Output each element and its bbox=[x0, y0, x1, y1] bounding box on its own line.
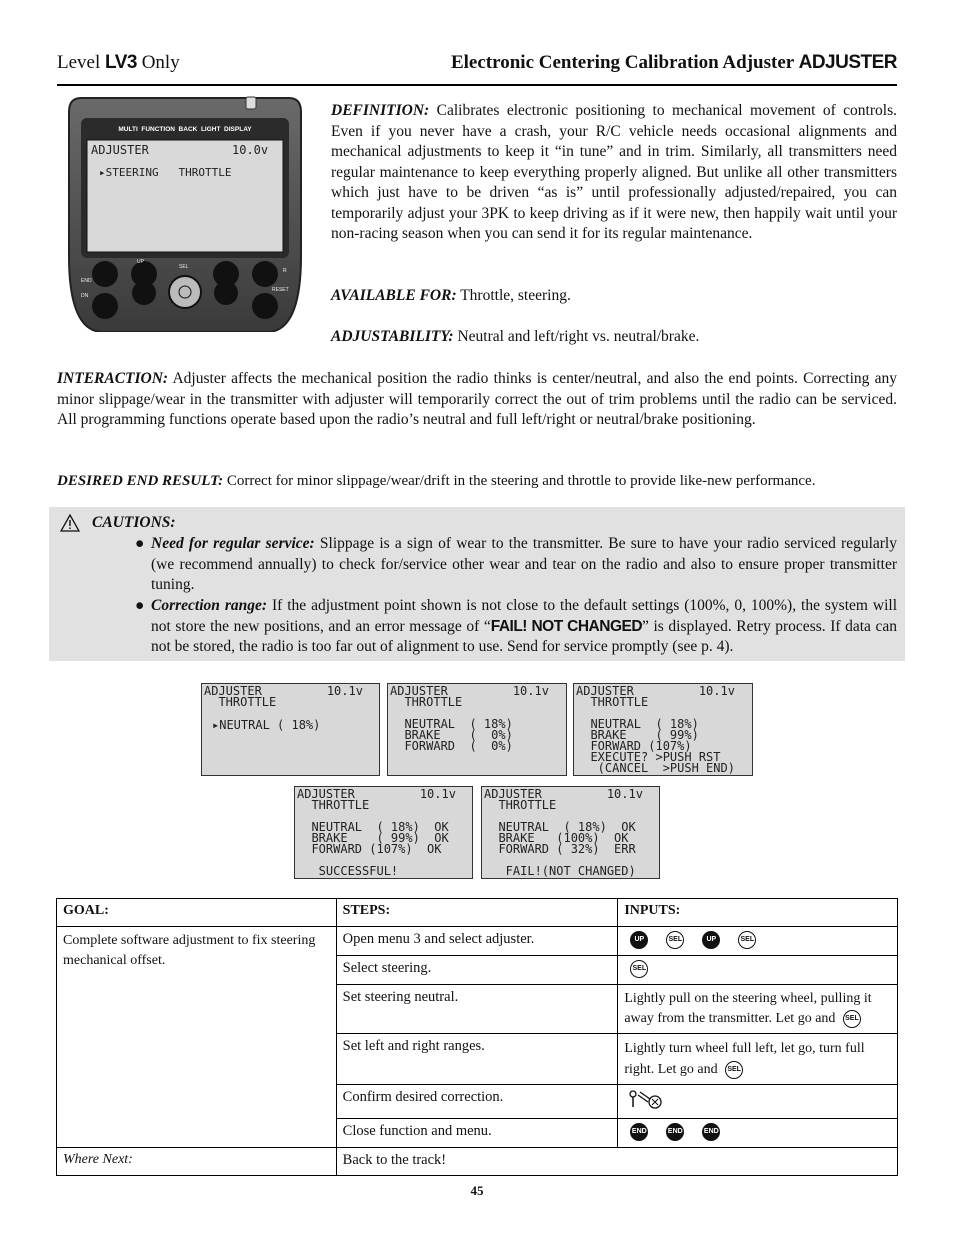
step-select-steering: Select steering. bbox=[336, 956, 618, 985]
device-label-sel: SEL bbox=[179, 264, 189, 270]
step-close: Close function and menu. bbox=[336, 1119, 618, 1148]
end-button-icon: END bbox=[702, 1123, 720, 1141]
input-set-ranges: Lightly turn wheel full left, let go, turn full right. Let go and SEL bbox=[618, 1034, 898, 1085]
goal-steps-table bbox=[56, 898, 898, 1176]
definition-label: DEFINITION: bbox=[331, 102, 430, 119]
cautions-title: CAUTIONS: bbox=[92, 514, 176, 531]
page-title: Electronic Centering Calibration Adjuster ADJUSTER bbox=[450, 52, 897, 73]
device-label-dn: DN bbox=[81, 293, 89, 299]
definition-text: Calibrates electronic positioning to mechanical movement of controls. Even if you never have a crash, your R/C vehicle needs occasional alignments and mechanical adjustments to keep it “in tune” and in trim. Similarly, all transmitters need regular maintenance to keep everything properly aligned. But unlike all other transmitters which just have to be driven “as is” until professionally adjusted/repaired, you can temporarily adjust your 3PK to keep driving as if it were new, then happily wait until your non-racing season when you can send it for its regular maintenance. bbox=[331, 102, 897, 242]
page-header bbox=[57, 50, 897, 86]
desired-end-result: DESIRED END RESULT: Correct for minor slippage/wear/drift in the steering and throttle to provide like-new performance. bbox=[57, 473, 816, 489]
end-button-icon: END bbox=[630, 1123, 648, 1141]
device-menu-bar: MULTI FUNCTION BACK LIGHT DISPLAY bbox=[118, 126, 252, 133]
input-set-neutral: Lightly pull on the steering wheel, pulling it away from the transmitter. Let go and SEL bbox=[618, 985, 898, 1034]
transmitter-illustration bbox=[67, 96, 303, 332]
device-screen-menu: ▸STEERING THROTTLE bbox=[99, 166, 232, 179]
device-label-up: UP bbox=[137, 259, 144, 265]
sel-button-icon: SEL bbox=[630, 960, 648, 978]
device-screen-voltage: 10.0v bbox=[232, 143, 269, 157]
interaction-section: INTERACTION: Adjuster affects the mechanical position the radio thinks is center/neutral, and also the end points. Correcting any minor slippage/wear in the transmitter with adjuster will temporarily correct the out of trim problems until the radio can be serviced. All programming functions operate based upon the radio’s neutral and full left/right or neutral/brake positioning. bbox=[57, 370, 897, 428]
bullet-icon: ● bbox=[135, 535, 145, 552]
up-button-icon: UP bbox=[630, 931, 648, 949]
step-confirm: Confirm desired correction. bbox=[336, 1085, 618, 1119]
lcd-screen-1: ADJUSTER 10.1v THROTTLE ▸NEUTRAL ( 18%) bbox=[201, 683, 380, 776]
device-label-reset: RESET bbox=[272, 287, 289, 293]
input-confirm bbox=[618, 1085, 898, 1119]
sel-button-icon: SEL bbox=[666, 931, 684, 949]
input-select-steering bbox=[618, 956, 898, 985]
up-button-icon: UP bbox=[702, 931, 720, 949]
input-open-menu bbox=[618, 927, 898, 956]
device-label-r: R bbox=[283, 268, 287, 274]
step-set-neutral: Set steering neutral. bbox=[336, 985, 618, 1034]
device-screen-title: ADJUSTER bbox=[91, 143, 149, 157]
where-next-label: Where Next: bbox=[57, 1148, 337, 1176]
sel-button-icon: SEL bbox=[843, 1010, 861, 1028]
device-label-end: END bbox=[81, 278, 92, 284]
cautions-box bbox=[49, 507, 905, 661]
available-for: AVAILABLE FOR: Throttle, steering. bbox=[331, 287, 571, 304]
step-open-menu: Open menu 3 and select adjuster. bbox=[336, 927, 618, 956]
goal-cell: Complete software adjustment to fix steering mechanical offset. bbox=[57, 927, 337, 1148]
lcd-screen-5: ADJUSTER 10.1v THROTTLE NEUTRAL ( 18%) OK BRAKE (100%) OK FORWARD ( 32%) ERR FAIL!(NOT CHANGED) bbox=[481, 786, 660, 879]
where-next-value: Back to the track! bbox=[336, 1148, 897, 1176]
steps-header: STEPS: bbox=[336, 899, 618, 927]
sel-button-icon: SEL bbox=[738, 931, 756, 949]
input-close bbox=[618, 1119, 898, 1148]
goal-header: GOAL: bbox=[57, 899, 337, 927]
end-button-icon: END bbox=[666, 1123, 684, 1141]
caution-item-range: ● Correction range: If the adjustment point shown is not close to the default settings (100%, 0, 100%), the system will not store the new positions, and an error message of “FAIL! NOT CHANGED” is displayed. Retry process. If data can not be stored, the radio is too far out of alignment to use. Send for service promptly (see p. 4). bbox=[135, 597, 898, 655]
warning-icon bbox=[60, 514, 80, 532]
adjustability: ADJUSTABILITY: Neutral and left/right vs. neutral/brake. bbox=[331, 328, 700, 345]
page-number: 45 bbox=[470, 1183, 484, 1198]
reset-switch-icon bbox=[628, 1089, 664, 1109]
lcd-screen-4: ADJUSTER 10.1v THROTTLE NEUTRAL ( 18%) OK BRAKE ( 99%) OK FORWARD (107%) OK SUCCESSFUL! bbox=[294, 786, 473, 879]
lcd-screen-2: ADJUSTER 10.1v THROTTLE NEUTRAL ( 18%) BRAKE ( 0%) FORWARD ( 0%) bbox=[387, 683, 567, 776]
level-label: Level LV3 Only bbox=[57, 52, 180, 73]
definition-section bbox=[331, 101, 897, 245]
inputs-header: INPUTS: bbox=[618, 899, 898, 927]
bullet-icon: ● bbox=[135, 597, 145, 614]
sel-button-icon: SEL bbox=[725, 1061, 743, 1079]
step-set-ranges: Set left and right ranges. bbox=[336, 1034, 618, 1085]
lcd-screen-3: ADJUSTER 10.1v THROTTLE NEUTRAL ( 18%) BRAKE ( 99%) FORWARD (107%) EXECUTE? >PUSH RST (CANCEL >PUSH END) bbox=[573, 683, 753, 776]
caution-item-service: ● Need for regular service: Slippage is a sign of wear to the transmitter. Be sure to have your radio serviced regularly (we recommend annually) to check for/service other wear and tear on the radio and also to ensure proper transmitter tuning. bbox=[135, 535, 897, 593]
